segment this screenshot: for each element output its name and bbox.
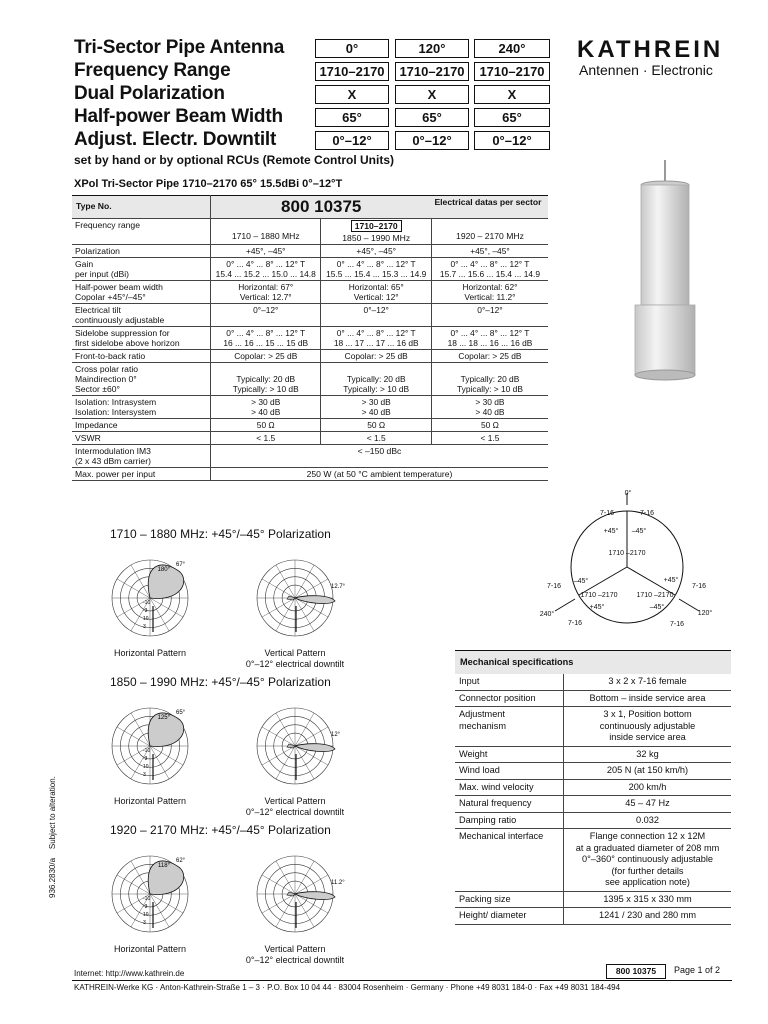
spec-value: Typically: 20 dB Typically: > 10 dB [211, 363, 321, 396]
mech-row [455, 674, 731, 690]
spec-value: +45°, –45° [211, 245, 321, 258]
spec-value: < 1.5 [211, 432, 321, 445]
spec-label: Front-to-back ratio [72, 350, 211, 363]
spec-value: Horizontal: 65° Vertical: 12° [321, 281, 431, 304]
mech-label: Input [455, 674, 564, 690]
feature-value: X [474, 85, 550, 104]
mech-row [455, 763, 731, 780]
sector-diagram [525, 485, 725, 630]
svg-text:10: 10 [143, 912, 149, 918]
feature-value: 0°–12° [395, 131, 469, 150]
connector-label: 7-16 [599, 510, 615, 517]
h-beam-label: 62° [176, 858, 186, 864]
horizontal-caption: Horizontal Pattern [113, 944, 187, 954]
doc-number: 800 10375 [606, 964, 666, 979]
horizontal-caption: Horizontal Pattern [113, 796, 187, 806]
svg-text:-3: -3 [143, 756, 148, 762]
band-1: 1710 – 1880 MHz [211, 219, 321, 245]
h-angle-label: 118° [158, 863, 170, 869]
connector-label: 7-16 [546, 583, 562, 590]
feature-value: 65° [395, 108, 469, 127]
feature-value: 0°–12° [315, 131, 389, 150]
spec-value: Copolar: > 25 dB [211, 350, 321, 363]
feature-value: 1710–2170 [474, 62, 550, 81]
spec-value: 0°–12° [211, 304, 321, 327]
mech-label: Connector position [455, 690, 564, 707]
mech-value: 1395 x 315 x 330 mm [564, 891, 732, 908]
spec-value: 0° ... 4° ... 8° ... 12° T 16 ... 16 ... 15 ... 15 dB [211, 327, 321, 350]
footer-rule [72, 980, 732, 981]
v-beam-label: 11.2° [331, 880, 345, 886]
spec-value: +45°, –45° [431, 245, 548, 258]
spec-value: > 30 dB > 40 dB [321, 396, 431, 419]
h-beam-label: 67° [176, 562, 186, 568]
svg-text:-10: -10 [143, 600, 151, 606]
band-label: 1710 –2170 [580, 592, 618, 599]
spec-value: +45°, –45° [321, 245, 431, 258]
mech-label: Height/ diameter [455, 908, 564, 925]
feature-value: X [315, 85, 389, 104]
feature-value: 65° [315, 108, 389, 127]
mech-value: 200 km/h [564, 779, 732, 796]
v-beam-label: 12° [331, 732, 341, 738]
pol-minus-label: –45° [573, 578, 589, 585]
band-label: 1710 –2170 [636, 592, 674, 599]
spec-value: < 1.5 [431, 432, 548, 445]
spec-value: < –150 dBc [211, 445, 549, 468]
spec-label: Cross polar ratio Maindirection 0° Sector ±60° [72, 363, 211, 396]
brand-logo: KATHREIN [577, 36, 724, 63]
vertical-lobe [295, 892, 335, 900]
spec-value: 0° ... 4° ... 8° ... 12° T 15.7 ... 15.6 ... 15.4 ... 14.9 [431, 258, 548, 281]
feature-value: 120° [395, 39, 469, 58]
type-number: 800 10375 [211, 196, 432, 219]
mech-row [455, 690, 731, 707]
feature-value: 65° [474, 108, 550, 127]
pol-plus-label: +45° [663, 577, 679, 584]
page-number: Page 1 of 2 [674, 965, 721, 975]
spec-value: > 30 dB > 40 dB [431, 396, 548, 419]
mech-row [455, 812, 731, 829]
feature-label: Dual Polarization [74, 83, 225, 104]
vertical-caption: Vertical Pattern 0°–12° electrical downtilt [245, 796, 345, 817]
frequency-box: 1710–2170 [351, 220, 402, 232]
spec-label: VSWR [72, 432, 211, 445]
mech-label: Wind load [455, 763, 564, 780]
mech-label: Mechanical interface [455, 829, 564, 892]
feature-value: 0°–12° [474, 131, 550, 150]
mech-value: 205 N (at 150 km/h) [564, 763, 732, 780]
connector-label: 7-16 [639, 510, 655, 517]
spec-label: Isolation: Intrasystem Isolation: Intersystem [72, 396, 211, 419]
type-label: Type No. [72, 196, 211, 219]
spec-value: 0° ... 4° ... 8° ... 12° T 18 ... 17 ... 17 ... 16 dB [321, 327, 431, 350]
spec-value: > 30 dB > 40 dB [211, 396, 321, 419]
mech-row [455, 829, 731, 892]
h-angle-label: 180° [157, 567, 170, 573]
mech-row [455, 707, 731, 747]
h-beam-label: 65° [176, 710, 186, 716]
mech-value: 3 x 1, Position bottom continuously adjustable inside service area [564, 707, 732, 747]
svg-text:3: 3 [143, 772, 146, 778]
pattern-title: 1850 – 1990 MHz: +45°/–45° Polarization [110, 675, 331, 689]
feature-value: 240° [474, 39, 550, 58]
spec-label: Sidelobe suppression for first sidelobe above horizon [72, 327, 211, 350]
mech-row [455, 908, 731, 925]
spec-value: 0° ... 4° ... 8° ... 12° T 15.5 ... 15.4 ... 15.3 ... 14.9 [321, 258, 431, 281]
band-2: 1710–2170 1850 – 1990 MHz [321, 219, 431, 245]
angle-240: 240° [539, 611, 555, 618]
connector-label: 7-16 [669, 621, 685, 628]
mech-value: 3 x 2 x 7-16 female [564, 674, 732, 690]
pol-plus-label: +45° [603, 528, 619, 535]
mech-label: Natural frequency [455, 796, 564, 813]
svg-text:-3: -3 [143, 608, 148, 614]
spec-value: Copolar: > 25 dB [321, 350, 431, 363]
pol-minus-label: –45° [631, 528, 647, 535]
spec-label: Impedance [72, 419, 211, 432]
brand-subtitle: Antennen · Electronic [579, 62, 713, 78]
mech-row [455, 796, 731, 813]
spec-value: 50 Ω [211, 419, 321, 432]
spec-label: Gain per input (dBi) [72, 258, 211, 281]
connector-label: 7-16 [691, 583, 707, 590]
feature-label: Half-power Beam Width [74, 106, 283, 127]
spec-label: Half-power beam width Copolar +45°/–45° [72, 281, 211, 304]
spec-value: Horizontal: 67° Vertical: 12.7° [211, 281, 321, 304]
spec-label: Intermodulation IM3 (2 x 43 dBm carrier) [72, 445, 211, 468]
pol-plus-label: +45° [589, 604, 605, 611]
vertical-caption: Vertical Pattern 0°–12° electrical downtilt [245, 944, 345, 965]
internet-link[interactable]: Internet: http://www.kathrein.de [74, 969, 185, 978]
spec-value: 50 Ω [321, 419, 431, 432]
pattern-title: 1710 – 1880 MHz: +45°/–45° Polarization [110, 527, 331, 541]
spec-value: 0° ... 4° ... 8° ... 12° T 15.4 ... 15.2 ... 15.0 ... 14.8 [211, 258, 321, 281]
band-label: 1710 –2170 [608, 550, 646, 557]
mech-value: 45 – 47 Hz [564, 796, 732, 813]
spec-value: < 1.5 [321, 432, 431, 445]
mech-label: Weight [455, 746, 564, 763]
spec-label: Max. power per input [72, 468, 211, 481]
mech-row [455, 746, 731, 763]
mech-label: Packing size [455, 891, 564, 908]
product-subtitle: XPol Tri-Sector Pipe 1710–2170 65° 15.5dBi 0°–12°T [74, 178, 343, 190]
company-address: KATHREIN-Werke KG · Anton-Kathrein-Straße 1 – 3 · P.O. Box 10 04 44 · 83004 Rosenheim · Germany · Phone +49 8031 184-0 · Fax +49 8031 184-494 [74, 983, 621, 992]
h-angle-label: 125° [157, 715, 170, 721]
connector-label: 7-16 [567, 620, 583, 627]
feature-label: Tri-Sector Pipe Antenna [74, 37, 285, 58]
angle-0: 0° [624, 490, 632, 497]
per-sector-note: Electrical datas per sector [431, 196, 548, 219]
feature-label: Frequency Range [74, 60, 231, 81]
feature-value: 0° [315, 39, 389, 58]
svg-text:10: 10 [143, 616, 149, 622]
band-3: 1920 – 2170 MHz [431, 219, 548, 245]
rcu-note: set by hand or by optional RCUs (Remote Control Units) [74, 153, 395, 167]
mech-label: Adjustment mechanism [455, 707, 564, 747]
mech-value: Bottom – inside service area [564, 690, 732, 707]
svg-text:-3: -3 [143, 904, 148, 910]
mech-row [455, 891, 731, 908]
spec-value: Horizontal: 62° Vertical: 11.2° [431, 281, 548, 304]
horizontal-caption: Horizontal Pattern [113, 648, 187, 658]
mech-label: Max. wind velocity [455, 779, 564, 796]
side-code: 936.2830/a Subject to alteration. [48, 776, 57, 898]
spec-label: Electrical tilt continuously adjustable [72, 304, 211, 327]
mech-value: 32 kg [564, 746, 732, 763]
feature-label: Adjust. Electr. Downtilt [74, 129, 277, 150]
spec-label: Polarization [72, 245, 211, 258]
feature-value: 1710–2170 [395, 62, 469, 81]
spec-value: 250 W (at 50 °C ambient temperature) [211, 468, 549, 481]
mech-value: Flange connection 12 x 12M at a graduated diameter of 208 mm 0°–360° continuously adjustable (for further details see application note) [564, 829, 732, 892]
spec-value: 50 Ω [431, 419, 548, 432]
spec-value: 0°–12° [321, 304, 431, 327]
pattern-title: 1920 – 2170 MHz: +45°/–45° Polarization [110, 823, 331, 837]
mech-value: 1241 / 230 and 280 mm [564, 908, 732, 925]
feature-value: 1710–2170 [315, 62, 389, 81]
spec-value: Typically: 20 dB Typically: > 10 dB [431, 363, 548, 396]
mech-label: Damping ratio [455, 812, 564, 829]
mech-value: 0.032 [564, 812, 732, 829]
angle-120: 120° [697, 610, 713, 617]
mech-row [455, 779, 731, 796]
spec-value: Copolar: > 25 dB [431, 350, 548, 363]
svg-text:-10: -10 [143, 896, 151, 902]
frequency-label: Frequency range [72, 219, 211, 245]
mechanical-spec-table [455, 674, 731, 925]
mechanical-title: Mechanical specifications [455, 650, 731, 674]
spec-value: Typically: 20 dB Typically: > 10 dB [321, 363, 431, 396]
svg-text:3: 3 [143, 624, 146, 630]
pol-minus-label: –45° [649, 604, 665, 611]
svg-text:10: 10 [143, 764, 149, 770]
svg-text:3: 3 [143, 920, 146, 926]
svg-text:-10: -10 [143, 748, 151, 754]
vertical-caption: Vertical Pattern 0°–12° electrical downtilt [245, 648, 345, 669]
feature-value: X [395, 85, 469, 104]
spec-value: 0°–12° [431, 304, 548, 327]
v-beam-label: 12.7° [331, 584, 346, 590]
spec-value: 0° ... 4° ... 8° ... 12° T 18 ... 18 ... 16 ... 16 dB [431, 327, 548, 350]
